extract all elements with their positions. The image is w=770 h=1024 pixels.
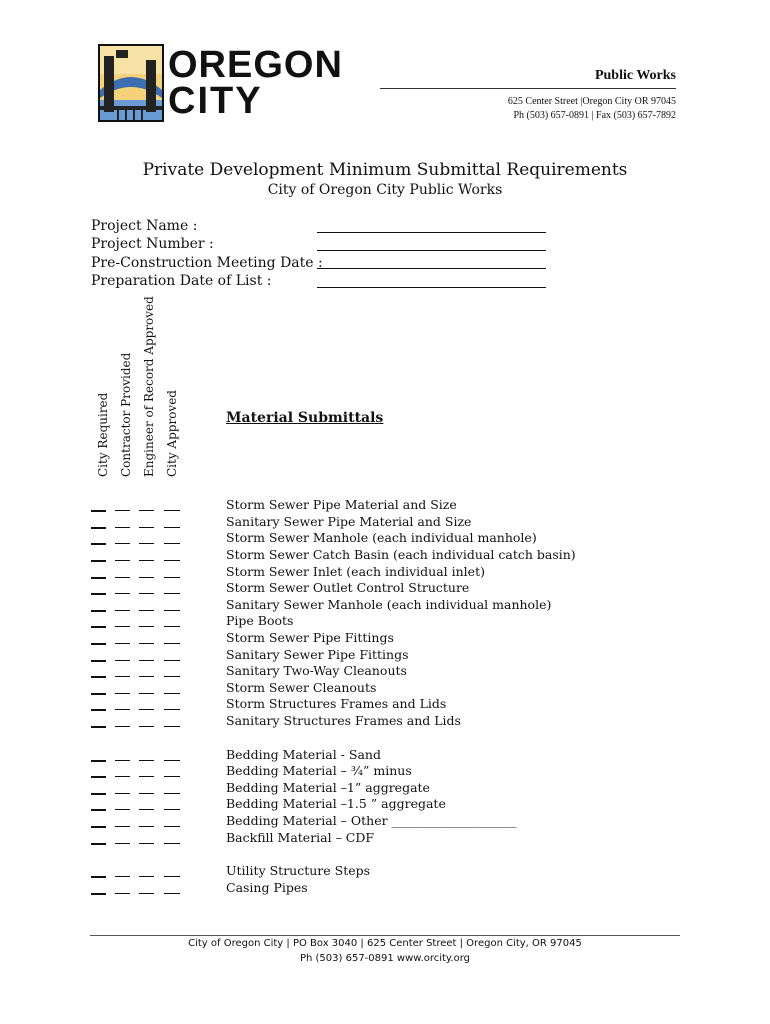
engineer-approved-blank[interactable]	[139, 560, 154, 561]
city-required-blank[interactable]	[91, 593, 106, 595]
checklist-item-label: Storm Sewer Pipe Fittings	[226, 630, 394, 645]
contractor-provided-blank[interactable]	[115, 709, 130, 710]
city-required-blank[interactable]	[91, 709, 106, 711]
checklist-row	[0, 630, 770, 646]
checklist-item-label: Bedding Material – Other ____________________	[226, 813, 517, 828]
project-name-field[interactable]	[317, 232, 546, 233]
contractor-provided-blank[interactable]	[115, 826, 130, 827]
contractor-provided-blank[interactable]	[115, 843, 130, 844]
city-approved-blank[interactable]	[164, 593, 180, 594]
checklist-item-label: Casing Pipes	[226, 880, 308, 895]
engineer-approved-blank[interactable]	[139, 776, 154, 777]
document-subtitle: City of Oregon City Public Works	[267, 182, 503, 198]
checklist-row	[0, 796, 770, 812]
column-city-approved: City Approved	[165, 390, 179, 477]
checklist-item-label: Sanitary Sewer Manhole (each individual manhole)	[226, 597, 552, 612]
city-required-blank[interactable]	[91, 660, 106, 662]
contractor-provided-blank[interactable]	[115, 893, 130, 894]
engineer-approved-blank[interactable]	[139, 610, 154, 611]
engineer-approved-blank[interactable]	[139, 593, 154, 594]
engineer-approved-blank[interactable]	[139, 676, 154, 677]
engineer-approved-blank[interactable]	[139, 543, 154, 544]
city-approved-blank[interactable]	[164, 660, 180, 661]
checklist-item-label: Sanitary Two-Way Cleanouts	[226, 663, 407, 678]
contractor-provided-blank[interactable]	[115, 693, 130, 694]
checklist-row	[0, 813, 770, 829]
checklist-row	[0, 747, 770, 763]
checklist-row	[0, 830, 770, 846]
city-approved-blank[interactable]	[164, 776, 180, 777]
checklist-item-label: Utility Structure Steps	[226, 863, 371, 878]
header-phone: Ph (503) 657-0891 | Fax (503) 657-7892	[513, 110, 676, 121]
city-approved-blank[interactable]	[164, 843, 180, 844]
checklist-row	[0, 514, 770, 530]
footer-divider	[90, 935, 680, 936]
department-name: Public Works	[594, 68, 676, 83]
city-approved-blank[interactable]	[164, 693, 180, 694]
city-approved-blank[interactable]	[164, 760, 180, 761]
checklist-item-label: Pipe Boots	[226, 613, 294, 628]
checklist-item-label: Bedding Material –1” aggregate	[226, 780, 430, 795]
city-required-blank[interactable]	[91, 527, 106, 529]
preparation-date-field[interactable]	[317, 287, 546, 288]
contractor-provided-blank[interactable]	[115, 510, 130, 511]
engineer-approved-blank[interactable]	[139, 527, 154, 528]
project-name-label: Project Name :	[91, 218, 198, 234]
checklist-row	[0, 530, 770, 546]
city-approved-blank[interactable]	[164, 726, 180, 727]
engineer-approved-blank[interactable]	[139, 876, 154, 877]
city-approved-blank[interactable]	[164, 577, 180, 578]
contractor-provided-blank[interactable]	[115, 676, 130, 677]
checklist-item-label: Bedding Material –1.5 ” aggregate	[226, 796, 446, 811]
city-approved-blank[interactable]	[164, 709, 180, 710]
contractor-provided-blank[interactable]	[115, 626, 130, 627]
engineer-approved-blank[interactable]	[139, 843, 154, 844]
document-title: Private Development Minimum Submittal Requirements	[142, 160, 628, 180]
contractor-provided-blank[interactable]	[115, 527, 130, 528]
checklist-row	[0, 763, 770, 779]
checklist-row	[0, 497, 770, 513]
city-required-blank[interactable]	[91, 610, 106, 612]
checklist-item-label: Sanitary Sewer Pipe Fittings	[226, 647, 409, 662]
contractor-provided-blank[interactable]	[115, 809, 130, 810]
section-heading: Material Submittals	[226, 410, 384, 426]
city-approved-blank[interactable]	[164, 826, 180, 827]
logo-oregon-text: OREGON	[168, 44, 343, 86]
city-approved-blank[interactable]	[164, 643, 180, 644]
footer-address: City of Oregon City | PO Box 3040 | 625 Center Street | Oregon City, OR 97045	[188, 938, 582, 949]
contractor-provided-blank[interactable]	[115, 610, 130, 611]
logo-city-text: CITY	[168, 80, 263, 122]
engineer-approved-blank[interactable]	[139, 826, 154, 827]
city-approved-blank[interactable]	[164, 809, 180, 810]
engineer-approved-blank[interactable]	[139, 709, 154, 710]
city-required-blank[interactable]	[91, 809, 106, 811]
engineer-approved-blank[interactable]	[139, 893, 154, 894]
contractor-provided-blank[interactable]	[115, 760, 130, 761]
checklist-row	[0, 597, 770, 613]
checklist-item-label: Storm Sewer Catch Basin (each individual catch basin)	[226, 547, 576, 562]
city-approved-blank[interactable]	[164, 876, 180, 877]
city-required-blank[interactable]	[91, 843, 106, 845]
engineer-approved-blank[interactable]	[139, 726, 154, 727]
project-number-label: Project Number :	[91, 236, 214, 252]
city-required-blank[interactable]	[91, 893, 106, 895]
city-approved-blank[interactable]	[164, 610, 180, 611]
city-required-blank[interactable]	[91, 876, 106, 878]
bridge-icon	[100, 46, 162, 120]
checklist-item-label: Storm Sewer Outlet Control Structure	[226, 580, 470, 595]
city-required-blank[interactable]	[91, 760, 106, 762]
oregon-city-logo	[98, 44, 358, 124]
contractor-provided-blank[interactable]	[115, 643, 130, 644]
checklist-row	[0, 880, 770, 896]
preconstruction-date-label: Pre-Construction Meeting Date :	[91, 255, 323, 271]
checklist-row	[0, 863, 770, 879]
contractor-provided-blank[interactable]	[115, 593, 130, 594]
checklist-row	[0, 680, 770, 696]
checklist-item-label: Bedding Material – ¾” minus	[226, 763, 412, 778]
city-required-blank[interactable]	[91, 726, 106, 728]
checklist-row	[0, 696, 770, 712]
city-approved-blank[interactable]	[164, 510, 180, 511]
contractor-provided-blank[interactable]	[115, 876, 130, 877]
contractor-provided-blank[interactable]	[115, 543, 130, 544]
contractor-provided-blank[interactable]	[115, 776, 130, 777]
engineer-approved-blank[interactable]	[139, 793, 154, 794]
engineer-approved-blank[interactable]	[139, 809, 154, 810]
city-required-blank[interactable]	[91, 693, 106, 695]
checklist-row	[0, 663, 770, 679]
engineer-approved-blank[interactable]	[139, 760, 154, 761]
checklist-item-label: Bedding Material - Sand	[226, 747, 381, 762]
preparation-date-label: Preparation Date of List :	[91, 273, 272, 289]
column-contractor-provided: Contractor Provided	[119, 352, 133, 477]
contractor-provided-blank[interactable]	[115, 660, 130, 661]
header-address: 625 Center Street |Oregon City OR 97045	[507, 96, 676, 107]
city-approved-blank[interactable]	[164, 893, 180, 894]
city-required-blank[interactable]	[91, 826, 106, 828]
city-required-blank[interactable]	[91, 577, 106, 579]
city-approved-blank[interactable]	[164, 527, 180, 528]
city-required-blank[interactable]	[91, 676, 106, 678]
city-required-blank[interactable]	[91, 643, 106, 645]
checklist-row	[0, 580, 770, 596]
contractor-provided-blank[interactable]	[115, 726, 130, 727]
checklist-item-label: Storm Sewer Cleanouts	[226, 680, 377, 695]
city-approved-blank[interactable]	[164, 560, 180, 561]
city-approved-blank[interactable]	[164, 543, 180, 544]
column-city-required: City Required	[96, 392, 110, 477]
city-approved-blank[interactable]	[164, 793, 180, 794]
checklist-item-label: Sanitary Sewer Pipe Material and Size	[226, 514, 472, 529]
city-approved-blank[interactable]	[164, 676, 180, 677]
checklist-row	[0, 564, 770, 580]
engineer-approved-blank[interactable]	[139, 643, 154, 644]
checklist-row	[0, 547, 770, 563]
checklist-row	[0, 613, 770, 629]
checklist-row	[0, 647, 770, 663]
checklist-item-label: Sanitary Structures Frames and Lids	[226, 713, 461, 728]
header-divider	[380, 88, 676, 89]
checklist-item-label: Storm Sewer Inlet (each individual inlet)	[226, 564, 485, 579]
contractor-provided-blank[interactable]	[115, 560, 130, 561]
checklist-row	[0, 713, 770, 729]
engineer-approved-blank[interactable]	[139, 510, 154, 511]
city-required-blank[interactable]	[91, 776, 106, 778]
city-required-blank[interactable]	[91, 626, 106, 628]
contractor-provided-blank[interactable]	[115, 793, 130, 794]
engineer-approved-blank[interactable]	[139, 577, 154, 578]
checklist-item-label: Storm Sewer Pipe Material and Size	[226, 497, 457, 512]
engineer-approved-blank[interactable]	[139, 626, 154, 627]
city-required-blank[interactable]	[91, 543, 106, 545]
checklist-item-label: Backfill Material – CDF	[226, 830, 375, 845]
checklist-item-label: Storm Structures Frames and Lids	[226, 696, 447, 711]
city-approved-blank[interactable]	[164, 626, 180, 627]
engineer-approved-blank[interactable]	[139, 660, 154, 661]
logo-emblem	[98, 44, 164, 122]
contractor-provided-blank[interactable]	[115, 577, 130, 578]
engineer-approved-blank[interactable]	[139, 693, 154, 694]
preconstruction-date-field[interactable]	[317, 268, 546, 269]
project-number-field[interactable]	[317, 250, 546, 251]
footer-contact: Ph (503) 657-0891 www.orcity.org	[299, 953, 470, 964]
column-engineer-approved: Engineer of Record Approved	[142, 296, 156, 477]
city-required-blank[interactable]	[91, 793, 106, 795]
city-required-blank[interactable]	[91, 510, 106, 512]
checklist-item-label: Storm Sewer Manhole (each individual manhole)	[226, 530, 537, 545]
city-required-blank[interactable]	[91, 560, 106, 562]
checklist-row	[0, 780, 770, 796]
